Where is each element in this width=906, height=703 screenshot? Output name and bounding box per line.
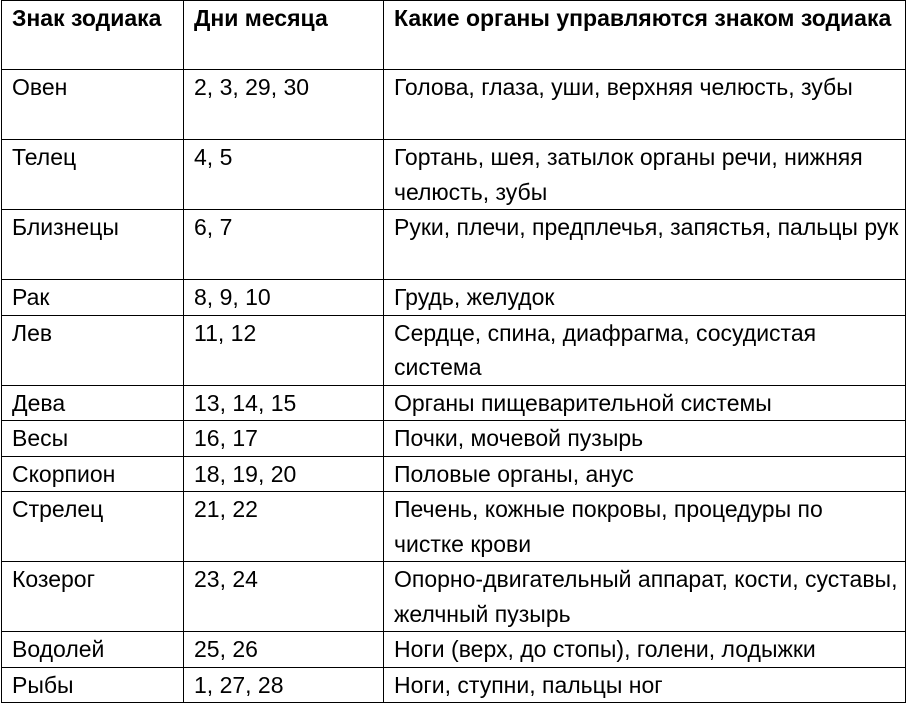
- table-row: [2, 667, 906, 703]
- cell-organs: Грудь, желудок: [384, 280, 906, 316]
- table-row: [2, 492, 906, 562]
- cell-organs: Органы пищеварительной системы: [384, 385, 906, 421]
- cell-days: 1, 27, 28: [184, 667, 384, 703]
- table-row: [2, 70, 906, 140]
- cell-days: 11, 12: [184, 315, 384, 385]
- table-row: [2, 562, 906, 632]
- cell-sign: Рак: [2, 280, 184, 316]
- cell-sign: Козерог: [2, 562, 184, 632]
- cell-days: 8, 9, 10: [184, 280, 384, 316]
- cell-days: 4, 5: [184, 140, 384, 210]
- cell-sign: Водолей: [2, 632, 184, 668]
- cell-days: 23, 24: [184, 562, 384, 632]
- cell-days: 21, 22: [184, 492, 384, 562]
- cell-days: 2, 3, 29, 30: [184, 70, 384, 140]
- table-header-row: [2, 1, 906, 70]
- table-row: [2, 315, 906, 385]
- cell-sign: Рыбы: [2, 667, 184, 703]
- cell-organs: Опорно-двигательный аппарат, кости, суставы, желчный пузырь: [384, 562, 906, 632]
- cell-sign: Скорпион: [2, 456, 184, 492]
- cell-sign: Стрелец: [2, 492, 184, 562]
- cell-organs: Голова, глаза, уши, верхняя челюсть, зубы: [384, 70, 906, 140]
- zodiac-table: [1, 0, 906, 703]
- table-row: [2, 140, 906, 210]
- cell-sign: Телец: [2, 140, 184, 210]
- cell-days: 13, 14, 15: [184, 385, 384, 421]
- cell-sign: Близнецы: [2, 210, 184, 280]
- table-row: [2, 421, 906, 457]
- cell-days: 6, 7: [184, 210, 384, 280]
- cell-organs: Сердце, спина, диафрагма, сосудистая система: [384, 315, 906, 385]
- table-row: [2, 385, 906, 421]
- cell-organs: Руки, плечи, предплечья, запястья, пальцы рук: [384, 210, 906, 280]
- cell-days: 16, 17: [184, 421, 384, 457]
- cell-sign: Овен: [2, 70, 184, 140]
- cell-sign: Весы: [2, 421, 184, 457]
- cell-organs: Ноги (верх, до стопы), голени, лодыжки: [384, 632, 906, 668]
- cell-organs: Почки, мочевой пузырь: [384, 421, 906, 457]
- header-sign: Знак зодиака: [2, 1, 184, 70]
- table-row: [2, 456, 906, 492]
- cell-sign: Дева: [2, 385, 184, 421]
- cell-sign: Лев: [2, 315, 184, 385]
- cell-organs: Ноги, ступни, пальцы ног: [384, 667, 906, 703]
- cell-organs: Печень, кожные покровы, процедуры по чистке крови: [384, 492, 906, 562]
- table-row: [2, 280, 906, 316]
- cell-organs: Половые органы, анус: [384, 456, 906, 492]
- cell-organs: Гортань, шея, затылок органы речи, нижняя челюсть, зубы: [384, 140, 906, 210]
- header-organs: Какие органы управляются знаком зодиака: [384, 1, 906, 70]
- table-row: [2, 632, 906, 668]
- cell-days: 18, 19, 20: [184, 456, 384, 492]
- table-row: [2, 210, 906, 280]
- cell-days: 25, 26: [184, 632, 384, 668]
- header-days: Дни месяца: [184, 1, 384, 70]
